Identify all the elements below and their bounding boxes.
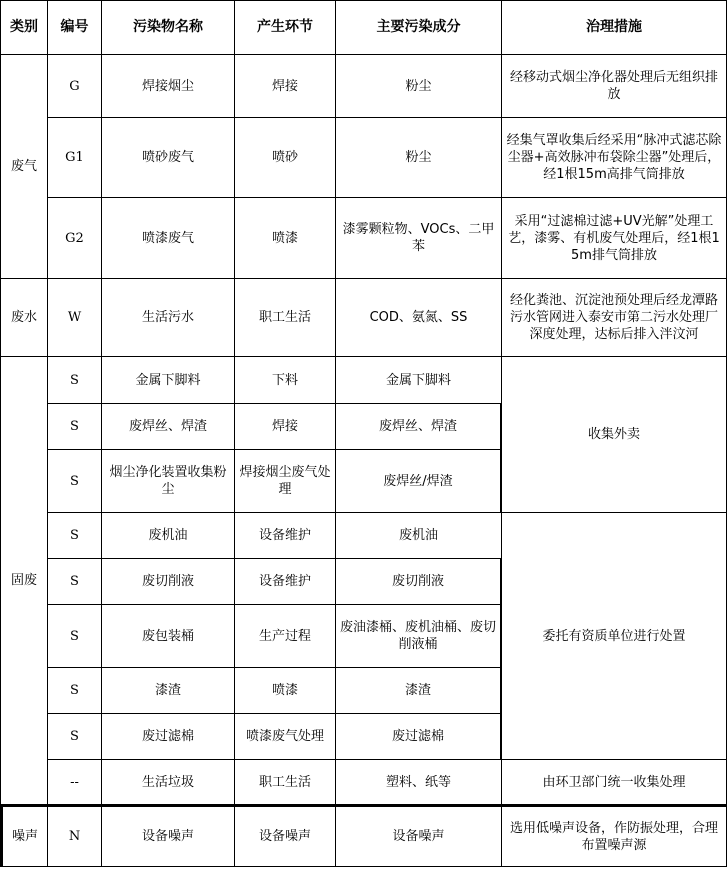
measure-cell: 经移动式烟尘净化器处理后无组织排放 xyxy=(501,54,727,117)
measure-cell: 由环卫部门统一收集处理 xyxy=(501,759,727,804)
code-cell: G1 xyxy=(47,117,101,197)
components-cell: 粉尘 xyxy=(335,117,501,197)
source-cell: 设备噪声 xyxy=(234,804,335,867)
source-cell: 焊接 xyxy=(234,403,335,449)
measure-cell: 收集外卖 xyxy=(501,356,727,512)
name-cell: 生活垃圾 xyxy=(101,759,234,804)
code-cell: S xyxy=(47,667,101,713)
source-cell: 焊接 xyxy=(234,54,335,117)
components-cell: 废油漆桶、废机油桶、废切削液桶 xyxy=(335,604,501,667)
code-cell: -- xyxy=(47,759,101,804)
header-source: 产生环节 xyxy=(234,0,335,54)
name-cell: 焊接烟尘 xyxy=(101,54,234,117)
table-row xyxy=(0,117,727,197)
name-cell: 生活污水 xyxy=(101,278,234,356)
header-name: 污染物名称 xyxy=(101,0,234,54)
table-row xyxy=(0,197,727,278)
name-cell: 烟尘净化装置收集粉尘 xyxy=(101,449,234,512)
measure-cell: 选用低噪声设备，作防振处理，合理布置噪声源 xyxy=(501,804,727,867)
name-cell: 喷漆废气 xyxy=(101,197,234,278)
components-cell: 废机油 xyxy=(335,512,501,558)
category-cell: 固废 xyxy=(0,356,47,804)
components-cell: 废切削液 xyxy=(335,558,501,604)
name-cell: 废切削液 xyxy=(101,558,234,604)
source-cell: 喷砂 xyxy=(234,117,335,197)
components-cell: 废焊丝、焊渣 xyxy=(335,403,501,449)
table-row xyxy=(0,804,727,867)
source-cell: 设备维护 xyxy=(234,512,335,558)
name-cell: 喷砂废气 xyxy=(101,117,234,197)
category-cell: 废水 xyxy=(0,278,47,356)
code-cell: G xyxy=(47,54,101,117)
code-cell: S xyxy=(47,713,101,759)
measure-cell: 经化粪池、沉淀池预处理后经龙潭路污水管网进入泰安市第二污水处理厂深度处理，达标后排入泮汶河 xyxy=(501,278,727,356)
table-row xyxy=(0,278,727,356)
measure-cell: 委托有资质单位进行处置 xyxy=(501,512,727,759)
code-cell: N xyxy=(47,804,101,867)
components-cell: 废过滤棉 xyxy=(335,713,501,759)
name-cell: 废焊丝、焊渣 xyxy=(101,403,234,449)
source-cell: 焊接烟尘废气处理 xyxy=(234,449,335,512)
table-row xyxy=(0,356,727,403)
source-cell: 喷漆 xyxy=(234,667,335,713)
code-cell: S xyxy=(47,403,101,449)
header-measure: 治理措施 xyxy=(501,0,727,54)
code-cell: S xyxy=(47,604,101,667)
table-row xyxy=(0,759,727,804)
category-cell: 废气 xyxy=(0,54,47,278)
category-cell: 噪声 xyxy=(0,804,47,867)
header-category: 类别 xyxy=(0,0,47,54)
source-cell: 职工生活 xyxy=(234,278,335,356)
name-cell: 废机油 xyxy=(101,512,234,558)
source-cell: 喷漆 xyxy=(234,197,335,278)
source-cell: 职工生活 xyxy=(234,759,335,804)
source-cell: 生产过程 xyxy=(234,604,335,667)
components-cell: 漆渣 xyxy=(335,667,501,713)
name-cell: 金属下脚料 xyxy=(101,356,234,403)
source-cell: 喷漆废气处理 xyxy=(234,713,335,759)
name-cell: 设备噪声 xyxy=(101,804,234,867)
table-row xyxy=(0,54,727,117)
components-cell: 废焊丝/焊渣 xyxy=(335,449,501,512)
components-cell: 设备噪声 xyxy=(335,804,501,867)
code-cell: S xyxy=(47,512,101,558)
name-cell: 废过滤棉 xyxy=(101,713,234,759)
code-cell: S xyxy=(47,558,101,604)
code-cell: G2 xyxy=(47,197,101,278)
code-cell: S xyxy=(47,449,101,512)
table-row xyxy=(0,512,727,558)
name-cell: 废包装桶 xyxy=(101,604,234,667)
header-components: 主要污染成分 xyxy=(335,0,501,54)
name-cell: 漆渣 xyxy=(101,667,234,713)
code-cell: W xyxy=(47,278,101,356)
components-cell: COD、氨氮、SS xyxy=(335,278,501,356)
source-cell: 设备维护 xyxy=(234,558,335,604)
header-code: 编号 xyxy=(47,0,101,54)
header-row xyxy=(0,0,727,54)
components-cell: 漆雾颗粒物、VOCs、二甲苯 xyxy=(335,197,501,278)
source-cell: 下料 xyxy=(234,356,335,403)
code-cell: S xyxy=(47,356,101,403)
components-cell: 粉尘 xyxy=(335,54,501,117)
measure-cell: 采用“过滤棉过滤+UV光解”处理工艺，漆雾、有机废气处理后，经1根15m排气筒排放 xyxy=(501,197,727,278)
components-cell: 塑料、纸等 xyxy=(335,759,501,804)
components-cell: 金属下脚料 xyxy=(335,356,501,403)
measure-cell: 经集气罩收集后经采用“脉冲式滤芯除尘器+高效脉冲布袋除尘器”处理后，经1根15m高排气筒排放 xyxy=(501,117,727,197)
